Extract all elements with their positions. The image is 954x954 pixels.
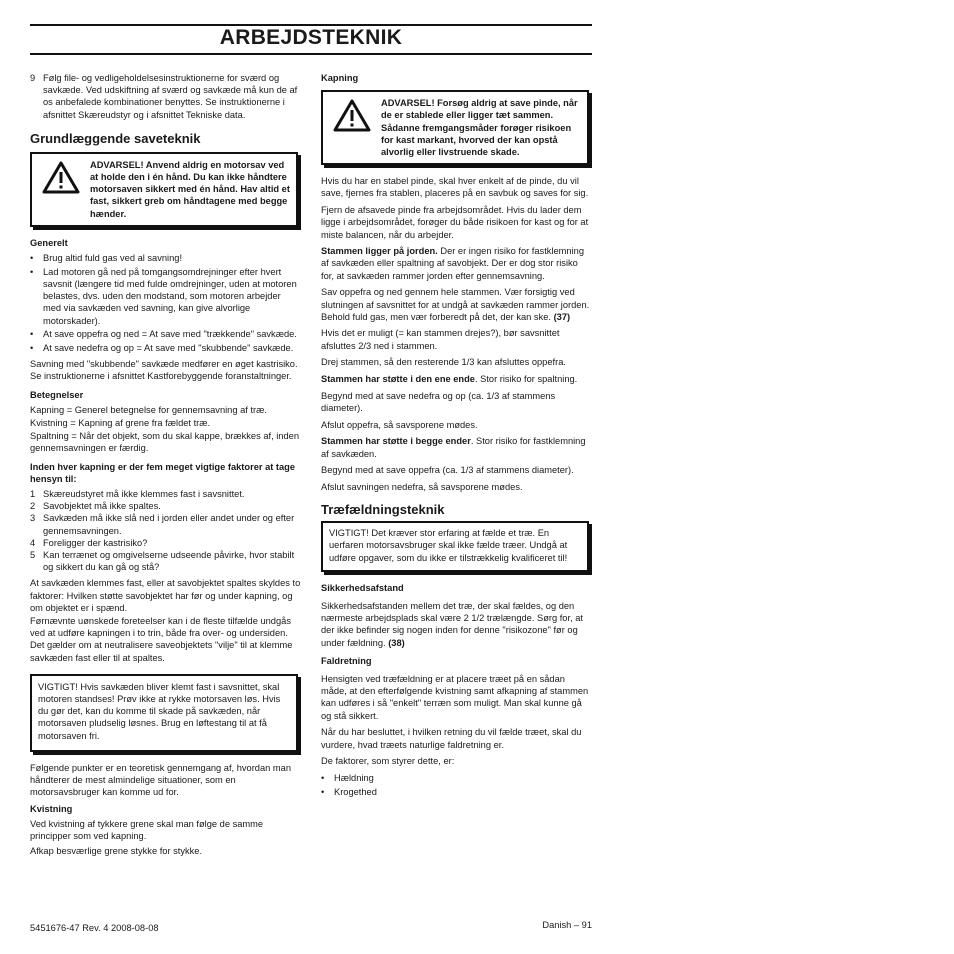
item-number: 9 <box>30 73 36 83</box>
footer-doc-number: 5451676-47 Rev. 4 2008-08-08 <box>30 923 159 933</box>
list-item: 4 Foreligger der kastrisiko? <box>30 537 148 548</box>
numbered-item-9 <box>30 72 301 121</box>
warning-text: ADVARSEL! Anvend aldrig en motorsav ved at holde den i én hånd. Du kan ikke håndtere motorsaven sikkert med én hånd. Hav altid et fast, sikkert greb om håndtagene med begge hænder. <box>90 159 290 219</box>
list-item: 2 Savobjektet må ikke spaltes. <box>30 501 161 512</box>
paragraph-stack: Hvis du har en stabel pinde, skal hver enkelt af de pinde, du vil save, fjernes fra stablen, placeres på en savbuk og saves for sig. <box>321 176 589 199</box>
list-item: • At save oppefra og ned = At save med "trækkende" savkæde. <box>30 329 297 340</box>
paragraph-begin-above: Begynd med at save oppefra (ca. 1/3 af stammens diameter). <box>321 465 574 476</box>
section-heading-basic-technique: Grundlæggende saveteknik <box>30 130 201 146</box>
paragraph-finish-above: Afslut oppefra, så savsporene mødes. <box>321 419 478 430</box>
warning-triangle-icon <box>38 159 84 220</box>
subheading-general: Generelt <box>30 237 68 248</box>
list-item: • Hældning <box>321 772 374 783</box>
paragraph-pinch-causes: At savkæden klemmes fast, eller at savobjektet spaltes skyldes to faktorer: Hvilken støtte savobjektet har før og under kapning, og om objektet er i spænd. <box>30 578 301 613</box>
warning-box-one-hand <box>30 152 298 227</box>
important-box-experience: VIGTIGT! Det kræver stor erfaring at fælde et træ. En uerfaren motorsavsbruger skal ikke fælde træer. Undgå at udføre opgaver, som du ikke er tilstrækkelig kvalificeret til! <box>321 521 589 572</box>
subheading-limbing: Kvistning <box>30 803 73 814</box>
paragraph-support-one-end: Stammen har støtte i den ene ende. Stor risiko for spaltning. <box>321 374 578 385</box>
paragraph-finish-below: Afslut savningen nedefra, så savsporene mødes. <box>321 481 523 492</box>
list-item: 1 Skæreudstyret må ikke klemmes fast i savsnittet. <box>30 488 245 499</box>
list-item: • Brug altid fuld gas ved al savning! <box>30 253 183 264</box>
subheading-felling-direction: Faldretning <box>321 655 372 666</box>
paragraph-limbing-1: Ved kvistning af tykkere grene skal man følge de samme principper som ved kapning. <box>30 819 264 842</box>
section-heading-felling: Træfældningsteknik <box>321 502 445 518</box>
paragraph-direction-3: De faktorer, som styrer dette, er: <box>321 756 455 767</box>
paragraph-avoid: Førnævnte uønskede foreteelser kan i de fleste tilfælde undgås ved at udføre kapningen i to trin, både fra over- og undersiden. Det gælder om at neutralisere saveobjektets "vilje" til at klemme savkæden fast eller til at spaltes. <box>30 616 293 663</box>
subheading-five-factors: Inden hver kapning er der fem meget vigtige faktorer at tage hensyn til: <box>30 461 296 484</box>
paragraph-direction-2: Når du har besluttet, i hvilken retning du vil fælde træet, skal du vurdere, hvad træets naturlige faldretning er. <box>321 727 582 750</box>
warning-text: ADVARSEL! Forsøg aldrig at save pinde, når de er stablede eller ligger tæt sammen. Sådanne fremgangsmåder forøger risikoen for kast markant, hvorved der kan opstå alvorlig eller livstruende skade. <box>381 98 578 158</box>
paragraph-following: Følgende punkter er en teoretisk gennemgang af, hvordan man håndterer de mest almindelige situationer, som en motorsavsbruger kan komme ud for. <box>30 762 291 798</box>
factor-list <box>30 488 301 573</box>
header-rule-bottom <box>30 53 592 55</box>
paragraph-cut-through: Sav oppefra og ned gennem hele stammen. Vær forsigtig ved slutningen af savsnittet for at undgå at savkæden rammer jorden. Behold fuld gas, men vær forberedt på det, der kan ske. (37) <box>321 287 590 322</box>
paragraph-push-chain: Savning med "skubbende" savkæde medfører en øget kastrisiko. Se instruktionerne i afsnittet Kastforebyggende foranstaltninger. <box>30 359 298 382</box>
term-splitting: Spaltning = Når det objekt, som du skal kappe, brækkes af, inden gennemsavningen er færdig. <box>30 431 299 454</box>
paragraph-log-on-ground: Stammen ligger på jorden. Der er ingen risiko for fastklemning af savkæden eller spaltning af savobjekt. Der er dog stor risiko for, at savkæden rammer jorden efter gennemsavning. <box>321 246 584 281</box>
paragraph-two-thirds: Hvis det er muligt (= kan stammen drejes?), bør savsnittet afsluttes 2/3 ned i stammen. <box>321 328 560 351</box>
item-text: Følg file- og vedligeholdelsesinstruktionerne for sværd og savkæde. Ved udskiftning af sværd og savkæde må kun de af os anbefalede kombinationer benyttes. Se instruktionerne i afsnittet Skæreudstyr og i afsnittet Tekniske data. <box>43 73 298 120</box>
paragraph-direction-1: Hensigten ved træfældning er at placere træet på en sådan måde, at den efterfølgende kvistning samt afkapning af stammen kan udføres i så "enkelt" terræn som muligt. Man skal kunne gå og stå sikkert. <box>321 674 589 721</box>
subheading-terms: Betegnelser <box>30 389 84 400</box>
footer-page-number: Danish – 91 <box>542 920 592 930</box>
paragraph-turn-log: Drej stammen, så den resterende 1/3 kan afsluttes oppefra. <box>321 357 566 368</box>
important-box-pinched-chain: VIGTIGT! Hvis savkæden bliver klemt fast i savsnittet, skal motoren standses! Prøv ikke at rykke motorsaven løs. Hvis du gør det, kan du komme til skade på savkæden, når motorsaven pludselig løsnes. Brug en løftestang til at få motorsaven fri. <box>30 674 298 752</box>
paragraph-remove-logs: Fjern de afsavede pinde fra arbejdsområdet. Hvis du lader dem ligge i arbejdsområdet, forøger du både risikoen for kast og for at miste balancen, når du arbejder. <box>321 205 589 240</box>
list-item: 3 Savkæden må ikke slå ned i jorden eller andet under og efter gennemsavningen. <box>30 513 295 536</box>
paragraph-limbing-2: Afkap besværlige grene stykke for stykke. <box>30 845 203 856</box>
paragraph-safety-distance: Sikkerhedsafstanden mellem det træ, der skal fældes, og den nærmeste arbejdsplads skal være 2 1/2 trælængde. Sørg for, at der ikke befinder sig nogen inden for denne "risikozone" før og under fældning. (38) <box>321 601 583 648</box>
factor-bullet-list <box>321 772 592 798</box>
term-limbing: Kvistning = Kapning af grene fra fældet træ. <box>30 417 211 428</box>
list-item: 5 Kan terrænet og omgivelserne udseende påvirke, hvor stabilt og sikkert du kan gå og stå? <box>30 550 295 573</box>
left-column <box>30 72 301 861</box>
page-title: ARBEJDSTEKNIK <box>219 26 403 49</box>
list-item: • At save nedefra og op = At save med "skubbende" savkæde. <box>30 342 294 353</box>
subheading-safety-distance: Sikkerhedsafstand <box>321 582 404 593</box>
general-bullet-list <box>30 252 301 354</box>
warning-triangle-icon <box>329 97 375 158</box>
figure-ref: (37) <box>553 311 571 322</box>
term-bucking: Kapning = Generel betegnelse for gennemsavning af træ. <box>30 404 267 415</box>
warning-box-stacked-logs <box>321 90 589 165</box>
list-item: • Lad motoren gå ned på tomgangsomdrejninger efter hvert savsnit (længere tid med fulde omdrejninger, uden at motoren belastes, dvs. uden den modstand, som motoren arbejder med via savkæden ved savning, kan give alvorlige motorskader). <box>30 266 297 326</box>
list-item: • Krogethed <box>321 786 377 797</box>
subheading-bucking: Kapning <box>321 73 359 83</box>
paragraph-support-both-ends: Stammen har støtte i begge ender. Stor risiko for fastklemning af savkæden. <box>321 436 586 459</box>
paragraph-begin-below: Begynd med at save nedefra og op (ca. 1/3 af stammens diameter). <box>321 390 556 413</box>
right-column <box>321 72 592 802</box>
figure-ref: (38) <box>388 637 405 648</box>
